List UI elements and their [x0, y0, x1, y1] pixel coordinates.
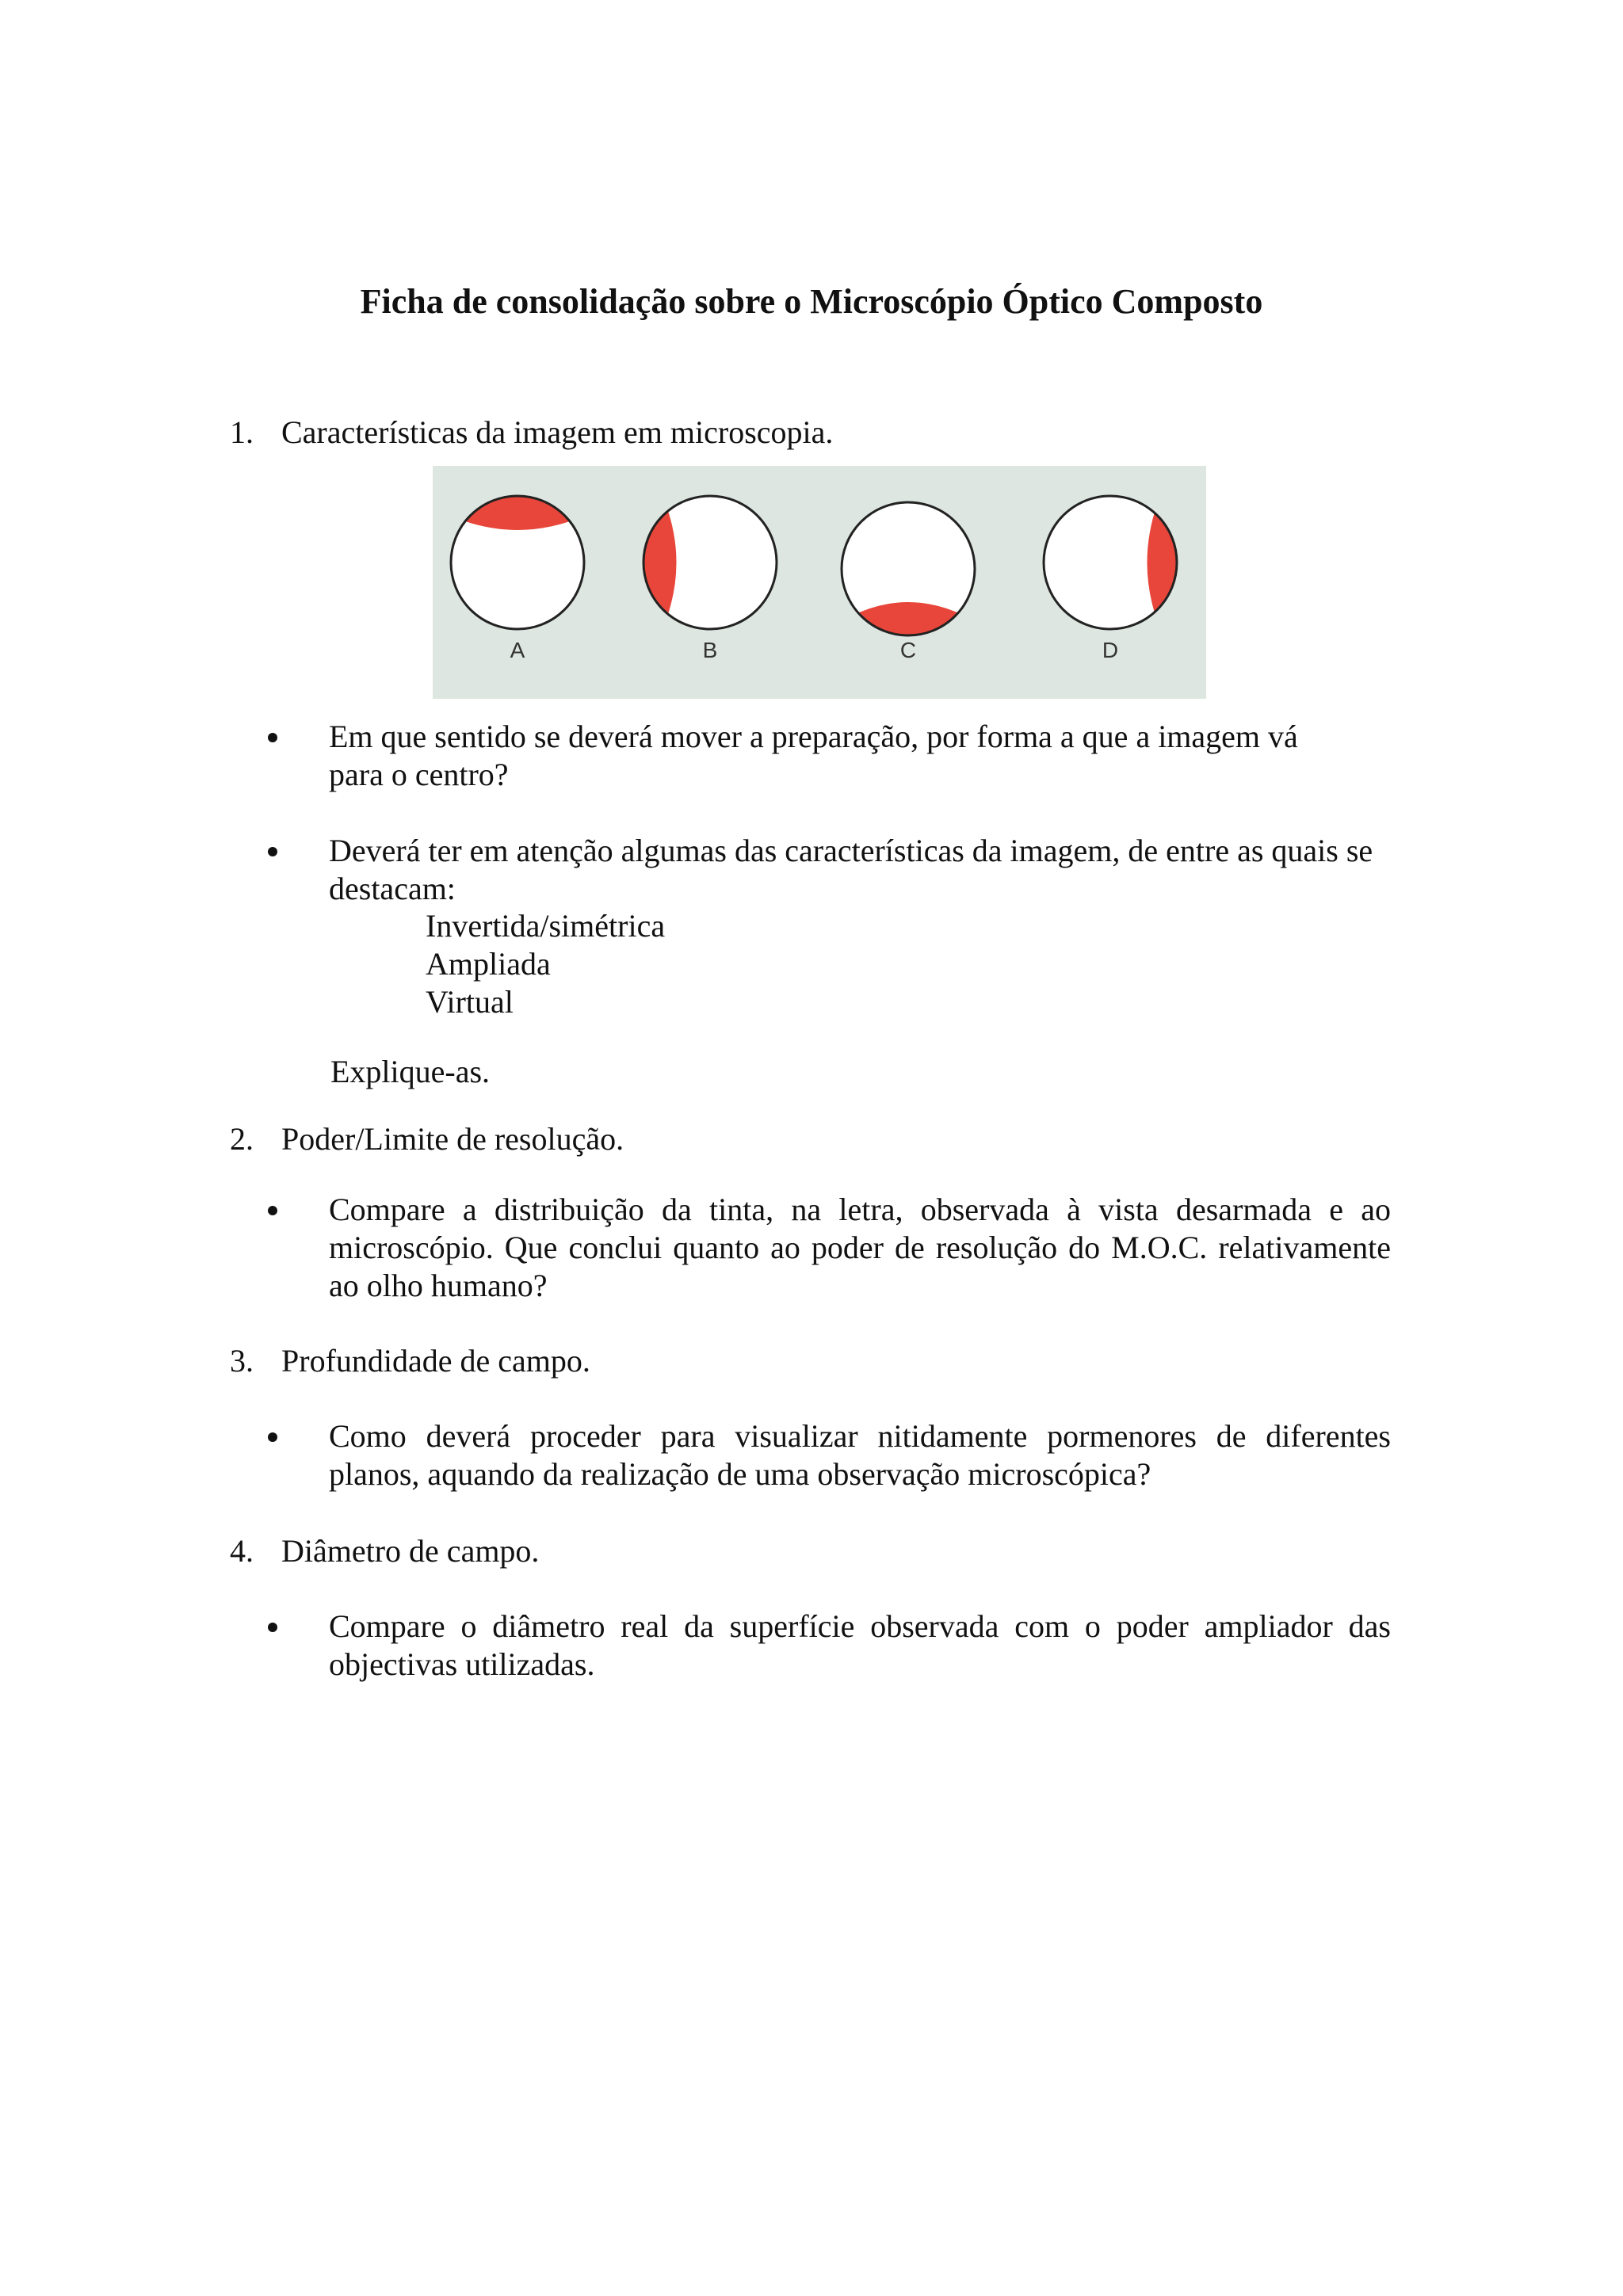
field-circle-c — [842, 502, 975, 635]
characteristic-item: Virtual — [426, 984, 514, 1020]
question-text: Como deverá proceder para visualizar nitidamente pormenores de diferentes planos, aquando da realização de uma observação microscópica? — [329, 1418, 1391, 1492]
figure-label-a: A — [510, 638, 525, 662]
characteristic-item: Invertida/simétrica — [426, 908, 666, 944]
bullet-icon — [268, 1432, 277, 1442]
figure-label-c: C — [899, 638, 917, 662]
question-text: Compare a distribuição da tinta, na letra, observada à vista desarmada e ao microscópio. Que conclui quanto ao poder de resolução do M.O.C. relativamente ao olho humano? — [329, 1192, 1391, 1303]
question-4 — [281, 1608, 1391, 1684]
bullet-icon — [268, 847, 277, 856]
section-title: Profundidade de campo. — [281, 1343, 590, 1379]
question-3 — [281, 1417, 1391, 1493]
question-1b — [281, 832, 1391, 908]
question-1a — [281, 718, 1327, 794]
question-text: Deverá ter em atenção algumas das características da imagem, de entre as quais se destacam: — [329, 833, 1373, 906]
bullet-icon — [268, 1623, 277, 1632]
bullet-icon — [268, 1206, 277, 1215]
question-2 — [281, 1191, 1391, 1305]
section-number: 2. — [230, 1121, 254, 1157]
bullet-icon — [268, 733, 277, 742]
section-title: Poder/Limite de resolução. — [281, 1121, 624, 1157]
question-text: Compare o diâmetro real da superfície observada com o poder ampliador das objectivas utilizadas. — [329, 1608, 1391, 1682]
section-title: Diâmetro de campo. — [281, 1533, 540, 1569]
microscope-field-figure — [433, 466, 1206, 699]
page-title: Ficha de consolidação sobre o Microscópio Óptico Composto — [360, 282, 1263, 321]
section-number: 4. — [230, 1533, 254, 1569]
section-title: Características da imagem em microscopia. — [281, 414, 834, 450]
figure-label-d: D — [1102, 638, 1119, 662]
section-number: 3. — [230, 1343, 254, 1379]
question-text: Em que sentido se deverá mover a preparação, por forma a que a imagem vá para o centro? — [329, 719, 1298, 792]
section-number: 1. — [230, 414, 254, 450]
characteristic-item: Ampliada — [426, 946, 551, 982]
field-circle-b — [643, 496, 777, 629]
field-circle-d — [1044, 496, 1177, 629]
figure-label-b: B — [702, 638, 718, 662]
field-circle-a — [449, 496, 586, 629]
instruction-text: Explique-as. — [330, 1054, 491, 1089]
